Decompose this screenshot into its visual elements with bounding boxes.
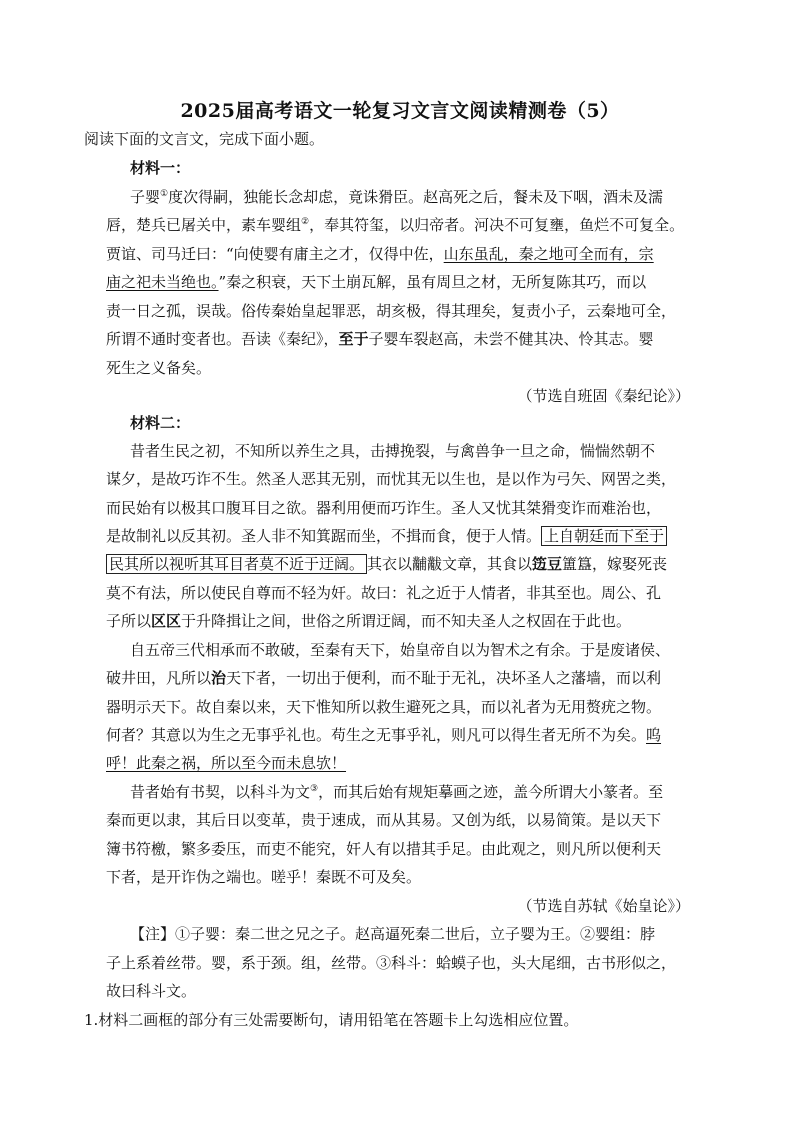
note-marker: ① — [160, 189, 169, 199]
material1-line: 唇，楚兵已屠关中，素车婴组②，奉其符玺，以归帝者。河决不可复壅，鱼烂不可复全。 — [106, 216, 685, 234]
material2-line: 是故制礼以反其初。圣人非不知箕踞而坐，不揖而食，便于人情。 上自朝廷而下至于 — [106, 525, 667, 547]
material2-line: 器明示天下。故自秦以来，天下惟知所以救生避死之具，而以礼者为无用赘疣之物。 — [106, 698, 662, 716]
underlined-sentence: 呜 — [646, 726, 662, 744]
notes-line: 故曰科斗文。 — [106, 982, 197, 1000]
material2-line: 昔者生民之初，不知所以养生之具，击搏挽裂，与禽兽争一旦之命，惴惴然朝不 — [130, 442, 656, 460]
page-title: 2025届高考语文一轮复习文言文阅读精测卷（5） — [180, 100, 620, 122]
material2-source: （节选自苏轼《始皇论》） — [517, 897, 690, 915]
material1-line: 死生之义备矣。 — [106, 359, 212, 377]
material2-heading: 材料二： — [130, 414, 191, 432]
material2-line: 何者？其意以为生之无事乎礼也。苟生之无事乎礼，则凡可以得生者无所不为矣。呜 — [106, 726, 662, 744]
material1-line: 责一日之孤，误哉。俗传秦始皇起罪恶，胡亥极，得其理矣，复责小子，云秦地可全， — [106, 302, 677, 320]
material1-line: 庙之祀未当绝也。”秦之积衰，天下土崩瓦解，虽有周旦之材，无所复陈其巧，而以 — [106, 273, 647, 291]
instruction: 阅读下面的文言文，完成下面小题。 — [84, 130, 325, 148]
material2-line: 子所以区区于升降揖让之间，世俗之所谓迂阔，而不知夫圣人之权固在于此也。 — [106, 612, 632, 630]
bold-term: 区区 — [151, 612, 182, 630]
note-marker: ③ — [310, 784, 319, 794]
question-1: 1.材料二画框的部分有三处需要断句，请用铅笔在答题卡上勾选相应位置。 — [84, 1011, 579, 1029]
underlined-sentence: 呼！此秦之祸，所以至今而未息欤！ — [106, 754, 347, 772]
material2-line: 破井田，凡所以治天下者，一切出于便利，而不耻于无礼，决坏圣人之藩墙，而以利 — [106, 669, 662, 687]
material2-line: 莫不有法，所以使民自尊而不轻为奸。故曰：礼之近于人情者，非其至也。周公、孔 — [106, 584, 662, 602]
note-marker: ② — [301, 217, 310, 227]
boxed-passage: 民其所以视听其耳目者莫不近于迂阔。 — [106, 554, 367, 574]
notes-line: 【注】①子婴：秦二世之兄之子。赵高逼死秦二世后，立子婴为王。②婴组：脖 — [130, 925, 656, 943]
material2-line: 自五帝三代相承而不敢破，至秦有天下，始皇帝自以为智术之有余。于是废诸侯、 — [130, 641, 671, 659]
material1-line: 贾谊、司马迁曰：“向使婴有庸主之才，仅得中佐，山东虽乱，秦之地可全而有，宗 — [106, 245, 654, 263]
notes-line: 子上系着丝带。婴，系于颈。组，丝带。③科斗：蛤蟆子也，头大尾细，古书形似之， — [106, 954, 677, 972]
material1-line: 所谓不通时变者也。吾读《秦纪》，至于子婴车裂赵高，未尝不健其决、怜其志。婴 — [106, 330, 654, 348]
material2-line: 而民始有以极其口腹耳目之欲。器利用便而巧诈生。圣人又忧其桀猾变诈而难治也， — [106, 499, 662, 517]
material2-line: 簿书符檄，繁多委压，而吏不能究，奸人有以措其手足。由此观之，则凡所以便利天 — [106, 840, 662, 858]
material1-line: 子婴①度次得嗣，独能长念却虑，竟诛猾臣。赵高死之后，餐未及下咽，酒未及濡 — [130, 188, 664, 206]
bold-term: 治 — [211, 669, 227, 687]
bold-term: 至于 — [338, 330, 369, 348]
underlined-sentence: 庙之祀未当绝也。 — [106, 273, 219, 291]
boxed-passage: 上自朝廷而下至于 — [541, 526, 667, 546]
bold-term: 笾豆 — [532, 555, 563, 573]
underlined-sentence: 山东虽乱，秦之地可全而有，宗 — [443, 245, 654, 263]
material1-source: （节选自班固《秦纪论》） — [517, 387, 690, 405]
material2-line: 昔者始有书契，以科斗为文③，而其后始有规矩摹画之迹，盖今所谓大小篆者。至 — [130, 783, 664, 801]
material2-line: 秦而更以隶，其后日以变革，贵于速成，而从其易。又创为纸，以易简策。是以天下 — [106, 811, 662, 829]
material2-line: 下者，是开诈伪之端也。嗟乎！秦既不可及矣。 — [106, 868, 422, 886]
material2-line — [106, 752, 346, 774]
material2-line: 民其所以视听其耳目者莫不近于迂阔。 其衣以黼黻文章，其食以笾豆簠簋，嫁娶死丧 — [106, 553, 667, 575]
material2-line: 谋夕，是故巧诈不生。然圣人恶其无别，而忧其无以生也，是以作为弓矢、网罟之类， — [106, 470, 677, 488]
material1-heading: 材料一： — [130, 159, 191, 177]
